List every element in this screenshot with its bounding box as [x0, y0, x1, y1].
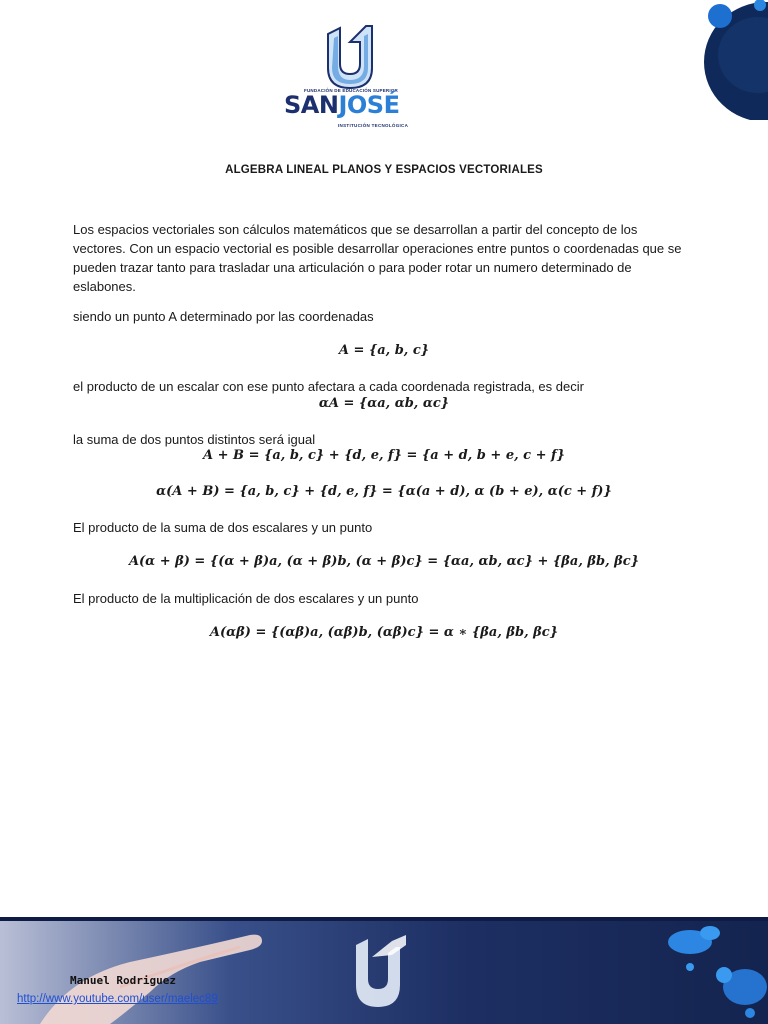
formula-scalar-sum: α(A + B) = {a, b, c} + {d, e, f} = {α(a + d), α (b + e), α(c + f)} — [156, 484, 612, 499]
mult-scalars-paragraph: El producto de la multiplicación de dos escalares y un punto — [73, 591, 419, 606]
formula-sum-scalars: A(α + β) = {(α + β)a, (α + β)b, (α + β)c} = {αa, αb, αc} + {βa, βb, βc} — [128, 554, 640, 569]
formula-point: A = {a, b, c} — [338, 343, 430, 358]
decorative-blob-top — [698, 0, 768, 120]
logo-wordmark-accent: JOSÉ — [338, 91, 400, 119]
formula-sum: A + B = {a, b, c} + {d, e, f} = {a + d, b + e, c + f} — [203, 448, 565, 463]
sum-scalars-paragraph: El producto de la suma de dos escalares y un punto — [73, 520, 373, 535]
logo-caption-top: FUNDACIÓN DE EDUCACIÓN SUPERIOR — [304, 88, 398, 93]
author-name: Manuel Rodriguez — [70, 974, 176, 987]
logo-wordmark-main: SAN — [284, 91, 339, 119]
sum-paragraph: la suma de dos puntos distintos será igual — [73, 432, 316, 447]
scalar-paragraph: el producto de un escalar con ese punto afectara a cada coordenada registrada, es decir — [73, 379, 584, 394]
youtube-link[interactable]: http://www.youtube.com/user/maelec89 — [17, 993, 218, 1005]
intro-paragraph: Los espacios vectoriales son cálculos matemáticos que se desarrollan a partir del concepto de los vectores. Con un espacio vectorial es posible desarrollar operaciones entre puntos o coordenadas que se pueden trazar tanto para trasladar una articulación o para poder rotar un numero determinado de eslabones. — [73, 222, 682, 294]
logo-wordmark — [284, 93, 399, 117]
point-paragraph: siendo un punto A determinado por las coordenadas — [73, 309, 374, 324]
logo-caption-bottom: INSTITUCIÓN TECNOLÓGICA — [338, 123, 409, 128]
document-title: ALGEBRA LINEAL PLANOS Y ESPACIOS VECTORIALES — [225, 164, 543, 176]
formula-mult-scalars: A(αβ) = {(αβ)a, (αβ)b, (αβ)c} = α ∗ {βa, βb, βc} — [209, 625, 559, 640]
footer-background-graphic — [0, 917, 768, 1024]
footer-band — [0, 917, 768, 1024]
formula-scalar: αA = {αa, αb, αc} — [318, 396, 450, 411]
